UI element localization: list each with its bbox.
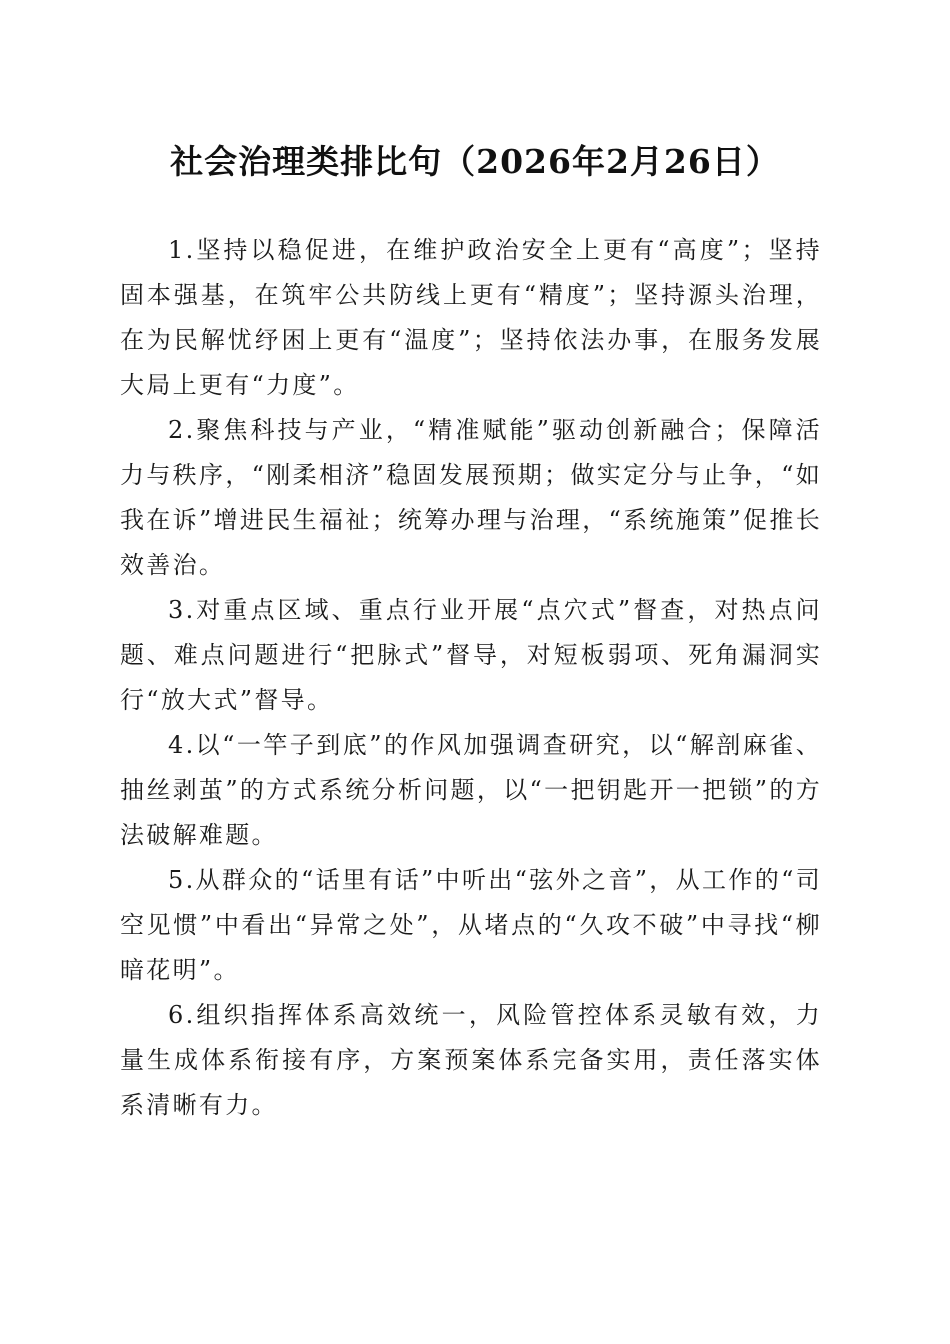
paragraph-5: 5.从群众的“话里有话”中听出“弦外之音”，从工作的“司空见惯”中看出“异常之处”，从堵点的“久攻不破”中寻找“柳暗花明”。 (120, 866, 822, 984)
document-title: 社会治理类排比句（2026年2月26日） (170, 142, 780, 181)
paragraph-6: 6.组织指挥体系高效统一，风险管控体系灵敏有效，力量生成体系衔接有序，方案预案体系完备实用，责任落实体系清晰有力。 (120, 1001, 822, 1119)
paragraph-2: 2.聚焦科技与产业，“精准赋能”驱动创新融合；保障活力与秩序，“刚柔相济”稳固发展预期；做实定分与止争，“如我在诉”增进民生福祉；统筹办理与治理，“系统施策”促推长效善治。 (120, 416, 822, 579)
document-body (120, 228, 822, 1128)
paragraph-1: 1.坚持以稳促进，在维护政治安全上更有“高度”；坚持固本强基，在筑牢公共防线上更有“精度”；坚持源头治理，在为民解忧纾困上更有“温度”；坚持依法办事，在服务发展大局上更有“力度”。 (120, 236, 822, 399)
paragraph-3: 3.对重点区域、重点行业开展“点穴式”督查，对热点问题、难点问题进行“把脉式”督导，对短板弱项、死角漏洞实行“放大式”督导。 (120, 596, 822, 714)
paragraph-4: 4.以“一竿子到底”的作风加强调查研究，以“解剖麻雀、抽丝剥茧”的方式系统分析问题，以“一把钥匙开一把锁”的方法破解难题。 (120, 731, 822, 849)
